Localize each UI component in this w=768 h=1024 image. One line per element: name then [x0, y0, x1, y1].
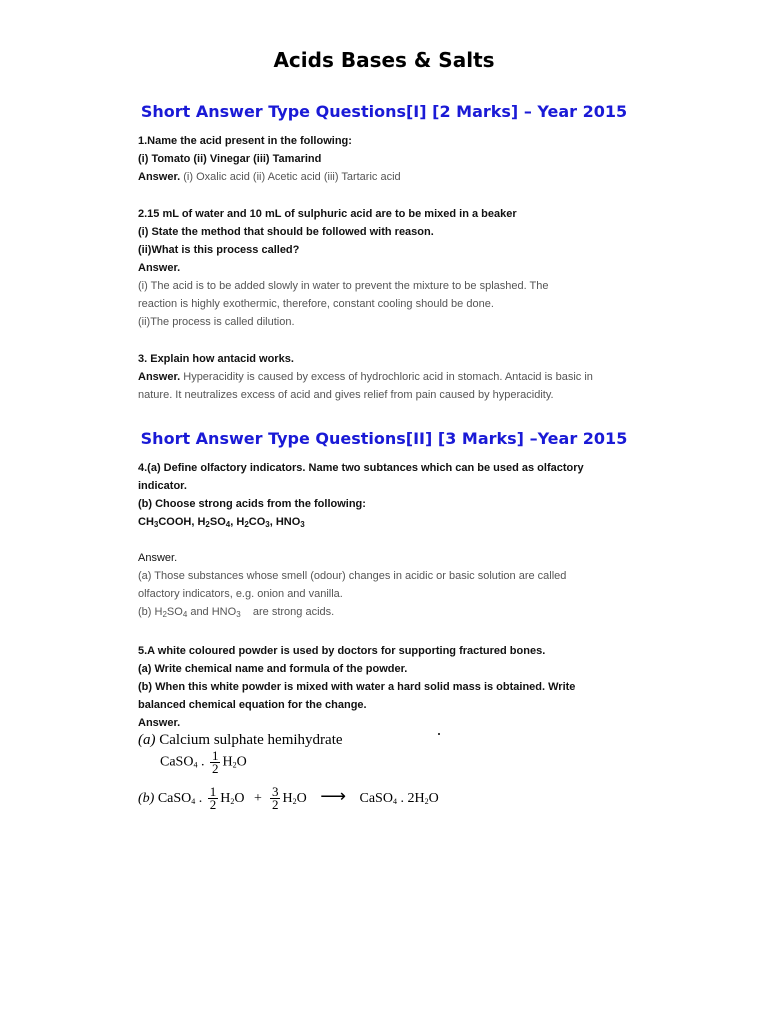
answer-4-line-2: olfactory indicators, e.g. onion and vanilla.: [138, 588, 343, 600]
question-2: [138, 205, 638, 331]
question-4-formulas: [138, 513, 638, 531]
section-heading-3-marks: Short Answer Type Questions[II] [3 Marks] –Year 2015: [140, 429, 628, 448]
fraction-denominator: 2: [271, 797, 279, 813]
section-heading-2-marks: Short Answer Type Questions[I] [2 Marks] – Year 2015: [140, 102, 628, 121]
formula-subscript: 2: [205, 520, 210, 529]
answer-3-text: Hyperacidity is caused by excess of hydrochloric acid in stomach. Antacid is basic in: [180, 371, 593, 383]
answer-3-line-2: nature. It neutralizes excess of acid and gives relief from pain caused by hyperacidity.: [138, 389, 554, 401]
fraction-numerator: 1: [209, 784, 217, 800]
formula-subscript: 2: [292, 797, 297, 806]
answer-subscript: 4: [182, 610, 188, 619]
question-4-line-2: indicator.: [138, 480, 187, 492]
formula-part: CH: [138, 516, 154, 528]
fraction-numerator: 1: [211, 748, 219, 763]
formula-part: H: [220, 791, 231, 806]
answer-3-line-1: [138, 368, 638, 386]
formula-subscript: 2: [232, 760, 237, 770]
equation-5b: [138, 786, 439, 811]
answer-label: Answer.: [138, 171, 181, 183]
formula-part: HNO: [275, 516, 301, 528]
fraction: [270, 786, 281, 811]
formula-subscript: 2: [230, 797, 235, 806]
question-1: [138, 132, 638, 186]
formula-part: O: [428, 791, 439, 806]
answer-part: are strong acids.: [240, 606, 335, 618]
answer-5a-text: Calcium sulphate hemihydrate: [159, 732, 343, 748]
question-5-line-2: (a) Write chemical name and formula of the powder.: [138, 663, 408, 675]
formula-subscript: 3: [265, 520, 270, 529]
formula-subscript: 3: [153, 520, 159, 529]
plus-sign: +: [254, 791, 262, 806]
reaction-arrow-icon: ⟶: [320, 786, 346, 806]
formula-part: O: [234, 791, 245, 806]
question-4: [138, 459, 638, 621]
answer-1-text: (i) Oxalic acid (ii) Acetic acid (iii) Tartaric acid: [180, 171, 401, 183]
answer-2-line-2: reaction is highly exothermic, therefore, constant cooling should be done.: [138, 298, 494, 310]
formula-part: ,: [269, 516, 276, 528]
formula-part: CO: [248, 516, 266, 528]
question-2-line-3: (ii)What is this process called?: [138, 244, 300, 256]
formula-part: H: [222, 754, 233, 770]
answer-4-line-1: (a) Those substances whose smell (odour) changes in acidic or basic solution are called: [138, 570, 567, 582]
question-4-line-3: (b) Choose strong acids from the following:: [138, 498, 366, 510]
page-title: Acids Bases & Salts: [273, 48, 495, 72]
formula-part: H: [236, 516, 245, 528]
question-3-text: 3. Explain how antacid works.: [138, 353, 294, 365]
spacer: [138, 531, 638, 549]
answer-part: (b) H: [138, 606, 163, 618]
formula-subscript: 3: [300, 520, 305, 529]
question-4-line-1: 4.(a) Define olfactory indicators. Name two subtances which can be used as olfactory: [138, 462, 584, 474]
formula-subscript: 4: [225, 520, 231, 529]
formula-part: .: [197, 754, 208, 770]
answer-label: Answer.: [138, 371, 181, 383]
answer-label: Answer.: [138, 262, 181, 274]
answer-part-label: (a): [138, 732, 156, 748]
answer-5a-line: [138, 732, 343, 749]
formula-part: CaSO: [157, 791, 192, 806]
formula-part: H: [197, 516, 206, 528]
formula-part: ,: [230, 516, 237, 528]
answer-2-line-3: (ii)The process is called dilution.: [138, 316, 295, 328]
fraction: [210, 750, 221, 775]
answer-4-line-3: [138, 603, 638, 621]
answer-part-label: (b): [138, 791, 155, 806]
question-5-line-3: (b) When this white powder is mixed with water a hard solid mass is obtained. Write: [138, 681, 576, 693]
answer-subscript: 3: [236, 610, 241, 619]
answer-label: Answer.: [138, 717, 181, 729]
question-1-line-1: 1.Name the acid present in the following:: [138, 135, 352, 147]
question-1-line-2: (i) Tomato (ii) Vinegar (iii) Tamarind: [138, 153, 322, 165]
formula-part: COOH,: [158, 516, 198, 528]
stray-dot: [438, 733, 440, 735]
answer-2-line-1: (i) The acid is to be added slowly in water to prevent the mixture to be splashed. The: [138, 280, 549, 292]
question-5-line-4: balanced chemical equation for the change.: [138, 699, 367, 711]
answer-subscript: 2: [162, 610, 167, 619]
formula-5a: [160, 750, 247, 775]
formula-part: CaSO: [160, 754, 194, 770]
question-2-line-1: 2.15 mL of water and 10 mL of sulphuric acid are to be mixed in a beaker: [138, 208, 517, 220]
formula-part: O: [236, 754, 247, 770]
answer-part: SO: [166, 606, 183, 618]
formula-part: SO: [209, 516, 226, 528]
formula-subscript: 2: [424, 797, 429, 806]
formula-subscript: 4: [193, 760, 198, 770]
answer-label: Answer.: [138, 552, 178, 564]
fraction: [208, 786, 219, 811]
formula-subscript: 4: [392, 797, 397, 806]
formula-part: . 2H: [396, 791, 425, 806]
formula-part: .: [195, 791, 206, 806]
fraction-numerator: 3: [271, 784, 279, 800]
fraction-denominator: 2: [209, 797, 217, 813]
formula-part: H: [282, 791, 293, 806]
formula-part: O: [296, 791, 307, 806]
question-2-line-2: (i) State the method that should be followed with reason.: [138, 226, 434, 238]
question-5-line-1: 5.A white coloured powder is used by doctors for supporting fractured bones.: [138, 645, 546, 657]
formula-subscript: 4: [191, 797, 196, 806]
fraction-denominator: 2: [211, 761, 219, 776]
formula-part: CaSO: [359, 791, 393, 806]
answer-part: and HNO: [187, 606, 237, 618]
formula-subscript: 2: [244, 520, 249, 529]
question-3: [138, 350, 638, 404]
answer-1: [138, 168, 638, 186]
question-5: [138, 642, 638, 732]
